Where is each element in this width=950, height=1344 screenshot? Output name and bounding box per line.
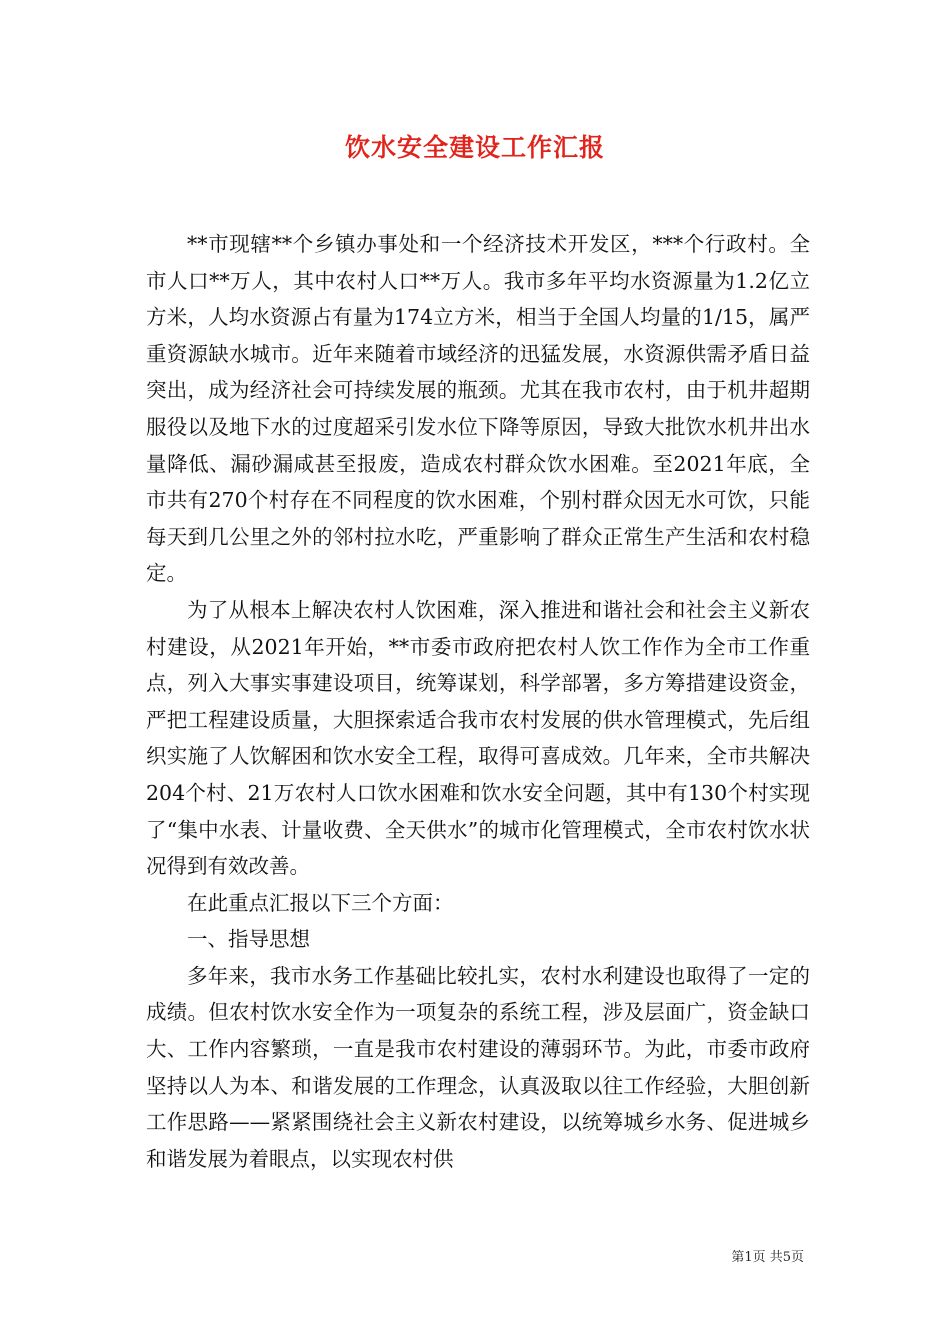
document-body: [146, 226, 810, 1177]
paragraph-3: 在此重点汇报以下三个方面：: [187, 890, 454, 915]
paragraph-5: 多年来，我市水务工作基础比较扎实，农村水利建设也取得了一定的成绩。但农村饮水安全作为一项复杂的系统工程，涉及层面广，资金缺口大、工作内容繁琐，一直是我市农村建设的薄弱环节。为此，市委市政府坚持以人为本、和谐发展的工作理念，认真汲取以往工作经验，大胆创新工作思路——紧紧围绕社会主义新农村建设，以统筹城乡水务、促进城乡和谐发展为着眼点，以实现农村供: [146, 963, 810, 1171]
document-title: 饮水安全建设工作汇报: [344, 133, 605, 162]
paragraph-2: 为了从根本上解决农村人饮困难，深入推进和谐社会和社会主义新农村建设，从2021年开始，**市委市政府把农村人饮工作作为全市工作重点，列入大事实事建设项目，统筹谋划，科学部署，多方筹措建设资金，严把工程建设质量，大胆探索适合我市农村发展的供水管理模式，先后组织实施了人饮解困和饮水安全工程，取得可喜成效。几年来，全市共解决204个村、21万农村人口饮水困难和饮水安全问题，其中有130个村实现了“集中水表、计量收费、全天供水”的城市化管理模式，全市农村饮水状况得到有效改善。: [146, 597, 810, 879]
page-number-footer: 第1页 共5页: [731, 1250, 804, 1265]
paragraph-1: **市现辖**个乡镇办事处和一个经济技术开发区，***个行政村。全市人口**万人，其中农村人口**万人。我市多年平均水资源量为1.2亿立方米，人均水资源占有量为174立方米，相当于全国人均量的1/15，属严重资源缺水城市。近年来随着市域经济的迅猛发展，水资源供需矛盾日益突出，成为经济社会可持续发展的瓶颈。尤其在我市农村，由于机井超期服役以及地下水的过度超采引发水位下降等原因，导致大批饮水机井出水量降低、漏砂漏咸甚至报废，造成农村群众饮水困难。至2021年底，全市共有270个村存在不同程度的饮水困难，个别村群众因无水可饮，只能每天到几公里之外的邻村拉水吃，严重影响了群众正常生产生活和农村稳定。: [146, 232, 810, 586]
section-heading-guiding-ideology: 一、指导思想: [187, 927, 310, 952]
